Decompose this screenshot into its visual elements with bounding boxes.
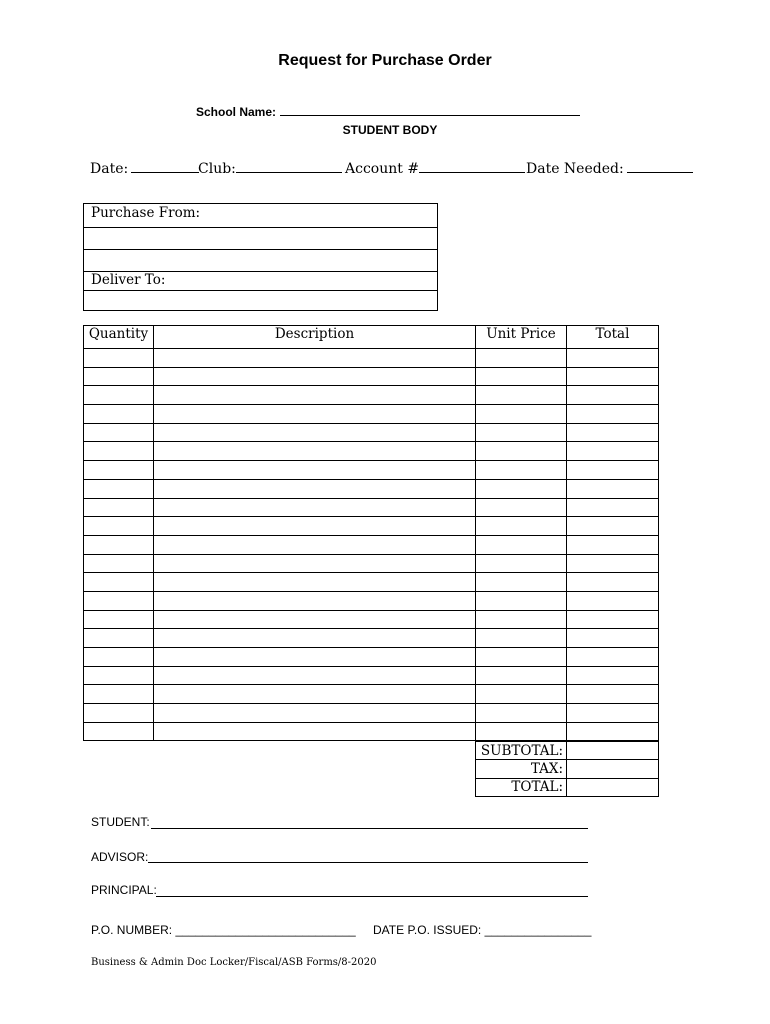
description-cell[interactable] — [154, 479, 476, 498]
club-input[interactable] — [236, 157, 342, 173]
total-cell[interactable] — [567, 591, 659, 610]
quantity-cell[interactable] — [84, 666, 154, 685]
total-cell[interactable] — [567, 554, 659, 573]
po-number-input[interactable]: ___________________________ — [175, 923, 356, 937]
po-number-field — [91, 923, 356, 937]
quantity-cell[interactable] — [84, 629, 154, 648]
tax-label: TAX: — [476, 760, 567, 778]
quantity-cell[interactable] — [84, 461, 154, 480]
unit-price-cell[interactable] — [476, 498, 567, 517]
description-cell[interactable] — [154, 461, 476, 480]
subtotal-value[interactable] — [567, 742, 659, 760]
school-name-input[interactable] — [280, 104, 580, 116]
quantity-cell[interactable] — [84, 610, 154, 629]
unit-price-cell[interactable] — [476, 704, 567, 723]
item-row — [84, 479, 659, 498]
student-signature-field — [91, 815, 150, 829]
description-cell[interactable] — [154, 535, 476, 554]
student-label: STUDENT: — [91, 815, 150, 829]
item-row — [84, 704, 659, 723]
total-cell[interactable] — [567, 517, 659, 536]
club-field — [198, 157, 342, 177]
date-field — [90, 157, 199, 177]
vendor-box — [83, 203, 438, 311]
total-value[interactable] — [567, 778, 659, 796]
item-row — [84, 535, 659, 554]
tax-row — [476, 760, 659, 778]
tax-value[interactable] — [567, 760, 659, 778]
item-row — [84, 367, 659, 386]
principal-signature-line[interactable] — [156, 896, 588, 897]
total-cell[interactable] — [567, 461, 659, 480]
unit-price-cell[interactable] — [476, 629, 567, 648]
advisor-label: ADVISOR: — [91, 850, 149, 864]
form-subtitle: STUDENT BODY — [342, 123, 438, 137]
item-row — [84, 685, 659, 704]
unit-price-cell[interactable] — [476, 517, 567, 536]
item-row — [84, 423, 659, 442]
description-cell[interactable] — [154, 517, 476, 536]
items-header-row — [84, 326, 659, 349]
deliver-to-label: Deliver To: — [91, 272, 166, 288]
description-cell[interactable] — [154, 442, 476, 461]
quantity-cell[interactable] — [84, 704, 154, 723]
purchase-from-line-2[interactable] — [84, 228, 437, 250]
school-name-label: School Name: — [196, 105, 277, 119]
date-needed-label: Date Needed: — [526, 161, 624, 177]
description-cell[interactable] — [154, 405, 476, 424]
subtotal-row — [476, 742, 659, 760]
item-row — [84, 349, 659, 368]
unit-price-cell[interactable] — [476, 535, 567, 554]
advisor-signature-line[interactable] — [148, 862, 588, 863]
date-label: Date: — [90, 161, 129, 177]
quantity-cell[interactable] — [84, 498, 154, 517]
unit-price-cell[interactable] — [476, 405, 567, 424]
account-field — [345, 157, 525, 177]
total-cell[interactable] — [567, 479, 659, 498]
description-cell[interactable] — [154, 704, 476, 723]
club-label: Club: — [198, 161, 236, 177]
date-input[interactable] — [131, 157, 199, 173]
item-row — [84, 591, 659, 610]
items-table — [83, 325, 659, 741]
quantity-cell[interactable] — [84, 591, 154, 610]
total-cell[interactable] — [567, 405, 659, 424]
total-cell[interactable] — [567, 610, 659, 629]
total-cell[interactable] — [567, 423, 659, 442]
total-cell[interactable] — [567, 386, 659, 405]
quantity-cell[interactable] — [84, 648, 154, 667]
unit-price-cell[interactable] — [476, 722, 567, 741]
total-cell[interactable] — [567, 666, 659, 685]
description-cell[interactable] — [154, 423, 476, 442]
unit-price-cell[interactable] — [476, 367, 567, 386]
form-title: Request for Purchase Order — [278, 52, 492, 69]
quantity-cell[interactable] — [84, 535, 154, 554]
account-input[interactable] — [419, 157, 525, 173]
unit-price-cell[interactable] — [476, 610, 567, 629]
unit-price-cell[interactable] — [476, 423, 567, 442]
account-label: Account # — [345, 161, 420, 177]
total-cell[interactable] — [567, 349, 659, 368]
date-po-issued-input[interactable]: ________________ — [484, 923, 592, 937]
total-label: TOTAL: — [476, 778, 567, 796]
unit-price-cell[interactable] — [476, 349, 567, 368]
total-cell[interactable] — [567, 629, 659, 648]
footer-text: Business & Admin Doc Locker/Fiscal/ASB Forms/8-2020 — [91, 957, 377, 968]
unit-price-cell[interactable] — [476, 685, 567, 704]
total-row — [476, 778, 659, 796]
date-po-issued-field — [373, 923, 591, 937]
deliver-to-line-2[interactable] — [84, 291, 437, 309]
item-row — [84, 666, 659, 685]
unit-price-cell[interactable] — [476, 479, 567, 498]
description-cell[interactable] — [154, 367, 476, 386]
total-cell[interactable] — [567, 498, 659, 517]
purchase-from-row[interactable] — [84, 204, 437, 228]
description-cell[interactable] — [154, 648, 476, 667]
description-cell[interactable] — [154, 349, 476, 368]
quantity-cell[interactable] — [84, 405, 154, 424]
item-row — [84, 461, 659, 480]
unit-price-cell[interactable] — [476, 554, 567, 573]
header-total: Total — [567, 326, 659, 349]
item-row — [84, 629, 659, 648]
principal-signature-field — [91, 883, 157, 897]
item-row — [84, 573, 659, 592]
advisor-signature-field — [91, 850, 148, 864]
total-cell[interactable] — [567, 573, 659, 592]
description-cell[interactable] — [154, 573, 476, 592]
total-cell[interactable] — [567, 704, 659, 723]
date-needed-field — [526, 157, 693, 177]
unit-price-cell[interactable] — [476, 591, 567, 610]
item-row — [84, 610, 659, 629]
description-cell[interactable] — [154, 629, 476, 648]
totals-table — [475, 741, 659, 797]
unit-price-cell[interactable] — [476, 461, 567, 480]
unit-price-cell[interactable] — [476, 648, 567, 667]
description-cell[interactable] — [154, 666, 476, 685]
quantity-cell[interactable] — [84, 442, 154, 461]
unit-price-cell[interactable] — [476, 386, 567, 405]
student-signature-line[interactable] — [151, 828, 588, 829]
description-cell[interactable] — [154, 685, 476, 704]
item-row — [84, 517, 659, 536]
quantity-cell[interactable] — [84, 685, 154, 704]
item-row — [84, 498, 659, 517]
quantity-cell[interactable] — [84, 573, 154, 592]
unit-price-cell[interactable] — [476, 666, 567, 685]
total-cell[interactable] — [567, 722, 659, 741]
item-row — [84, 722, 659, 741]
quantity-cell[interactable] — [84, 423, 154, 442]
header-quantity: Quantity — [84, 326, 154, 349]
item-row — [84, 648, 659, 667]
quantity-cell[interactable] — [84, 386, 154, 405]
quantity-cell[interactable] — [84, 517, 154, 536]
description-cell[interactable] — [154, 554, 476, 573]
quantity-cell[interactable] — [84, 479, 154, 498]
subtotal-label: SUBTOTAL: — [476, 742, 567, 760]
items-body — [84, 349, 659, 741]
total-cell[interactable] — [567, 648, 659, 667]
po-number-label: P.O. NUMBER: — [91, 923, 173, 937]
total-cell[interactable] — [567, 685, 659, 704]
quantity-cell[interactable] — [84, 349, 154, 368]
total-cell[interactable] — [567, 442, 659, 461]
total-cell[interactable] — [567, 367, 659, 386]
description-cell[interactable] — [154, 610, 476, 629]
school-name-field — [196, 104, 580, 119]
quantity-cell[interactable] — [84, 722, 154, 741]
purchase-from-line-3[interactable] — [84, 250, 437, 272]
quantity-cell[interactable] — [84, 367, 154, 386]
quantity-cell[interactable] — [84, 554, 154, 573]
principal-label: PRINCIPAL: — [91, 883, 157, 897]
item-row — [84, 386, 659, 405]
description-cell[interactable] — [154, 386, 476, 405]
header-description: Description — [154, 326, 476, 349]
total-cell[interactable] — [567, 535, 659, 554]
date-needed-input[interactable] — [627, 157, 693, 173]
unit-price-cell[interactable] — [476, 573, 567, 592]
deliver-to-row[interactable] — [84, 272, 437, 291]
unit-price-cell[interactable] — [476, 442, 567, 461]
item-row — [84, 442, 659, 461]
description-cell[interactable] — [154, 591, 476, 610]
header-unit-price: Unit Price — [476, 326, 567, 349]
description-cell[interactable] — [154, 722, 476, 741]
item-row — [84, 554, 659, 573]
purchase-from-label: Purchase From: — [91, 205, 201, 221]
item-row — [84, 405, 659, 424]
description-cell[interactable] — [154, 498, 476, 517]
date-po-issued-label: DATE P.O. ISSUED: — [373, 923, 482, 937]
